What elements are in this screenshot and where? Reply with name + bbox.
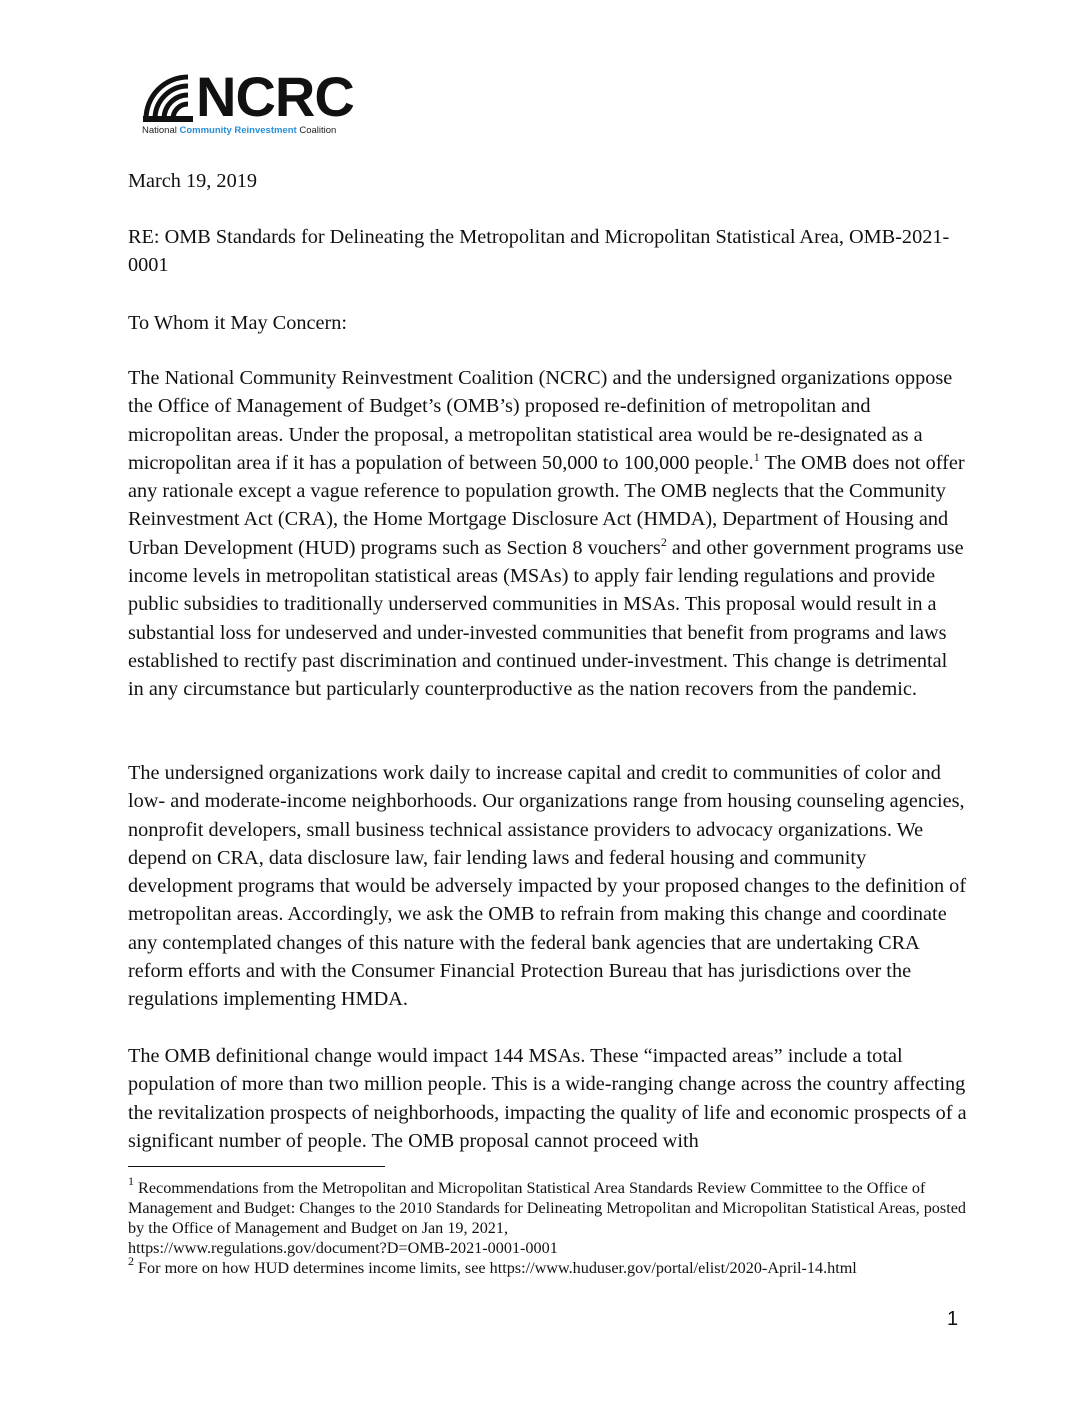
paragraph-2: The undersigned organizations work daily to increase capital and credit to communities of color and low- and moderate-income neighborhoods. Our organizations range from housing counseling agencies, nonprofit developers, small business technical assistance providers to advocacy organizations. We depend on CRA, data disclosure law, fair lending laws and federal housing and community development programs that would be adversely impacted by your proposed changes to the definition of metropolitan areas. Accordingly, we ask the OMB to refrain from making this change and coordinate any contemplated changes of this nature with the federal bank agencies that are undertaking CRA reform efforts and with the Consumer Financial Protection Bureau that has jurisdictions over the regulations implementing HMDA. [128,762,967,1011]
footnote-1-text: Recommendations from the Metropolitan and Micropolitan Statistical Area Standards Review Committee to the Office of Management and Budget: Changes to the 2010 Standards for Delineating Metropolitan and Micropolitan Statistical Areas, posted by the Office of Management and Budget on Jan 19, 2021, [128,1179,966,1237]
footnote-2 [128,1254,968,1278]
logo-tagline-part2: Coalition [296,125,337,136]
paragraph-1 [128,364,968,704]
footnote-ref-1[interactable]: 1 [753,449,760,464]
letter-date: March 19, 2019 [128,170,257,192]
subject-line: RE: OMB Standards for Delineating the Metropolitan and Micropolitan Statistical Area, OMB-2021-0001 [128,226,950,277]
footnote-2-text: For more on how HUD determines income limits, see https://www.huduser.gov/portal/elist/2020-April-14.html [134,1259,857,1277]
footnotes [128,1174,968,1278]
footnote-1-number: 1 [128,1174,134,1188]
salutation: To Whom it May Concern: [128,312,348,334]
logo-tagline-part1: National [142,125,180,136]
paragraph-3: The OMB definitional change would impact 144 MSAs. These “impacted areas” include a total population of more than two million people. This is a wide-ranging change across the country affecting the revitalization prospects of neighborhoods, impacting the quality of life and economic prospects of a significant number of people. The OMB proposal cannot proceed with [128,1045,967,1152]
footnote-separator [128,1166,385,1167]
ncrc-wordmark: NCRC [196,65,354,128]
paragraph-1-text-b: The OMB does not offer any rationale except a vague reference to population growth. The OMB neglects that the Community Reinvestment Act (CRA), the Home Mortgage Disclosure Act (HMDA), Department of Housing and Urban Development (HUD) programs such as Section 8 vouchers [128,451,965,559]
footnote-1-link[interactable]: https://www.regulations.gov/document?D=OMB-2021-0001-0001 [128,1239,558,1257]
footnote-ref-2[interactable]: 2 [660,534,667,549]
paragraph-1-text-a: The National Community Reinvestment Coalition (NCRC) and the undersigned organizations oppose the Office of Management of Budget’s (OMB’s) proposed re-definition of metropolitan and micropolitan areas. Under the proposal, a metropolitan statistical area would be re-designated as a micropolitan area if it has a population of between 50,000 to 100,000 people. [128,367,953,474]
ncrc-logo [142,65,354,139]
ncrc-logo-mark-icon [142,73,198,123]
page-number: 1 [947,1308,959,1330]
logo-tagline [142,125,336,136]
paragraph-1-text-c: and other government programs use income levels in metropolitan statistical areas (MSAs) to apply fair lending regulations and provide public subsidies to traditionally underserved communities in MSAs. This proposal would result in a substantial loss for undeserved and under-invested communities that benefit from programs and laws established to rectify past discrimination and continued under-investment. This change is detrimental in any circumstance but particularly counterproductive as the nation recovers from the pandemic. [128,536,964,701]
logo-tagline-highlight: Community Reinvestment [179,125,297,136]
footnote-2-number: 2 [128,1254,134,1268]
footnote-1 [128,1174,968,1258]
